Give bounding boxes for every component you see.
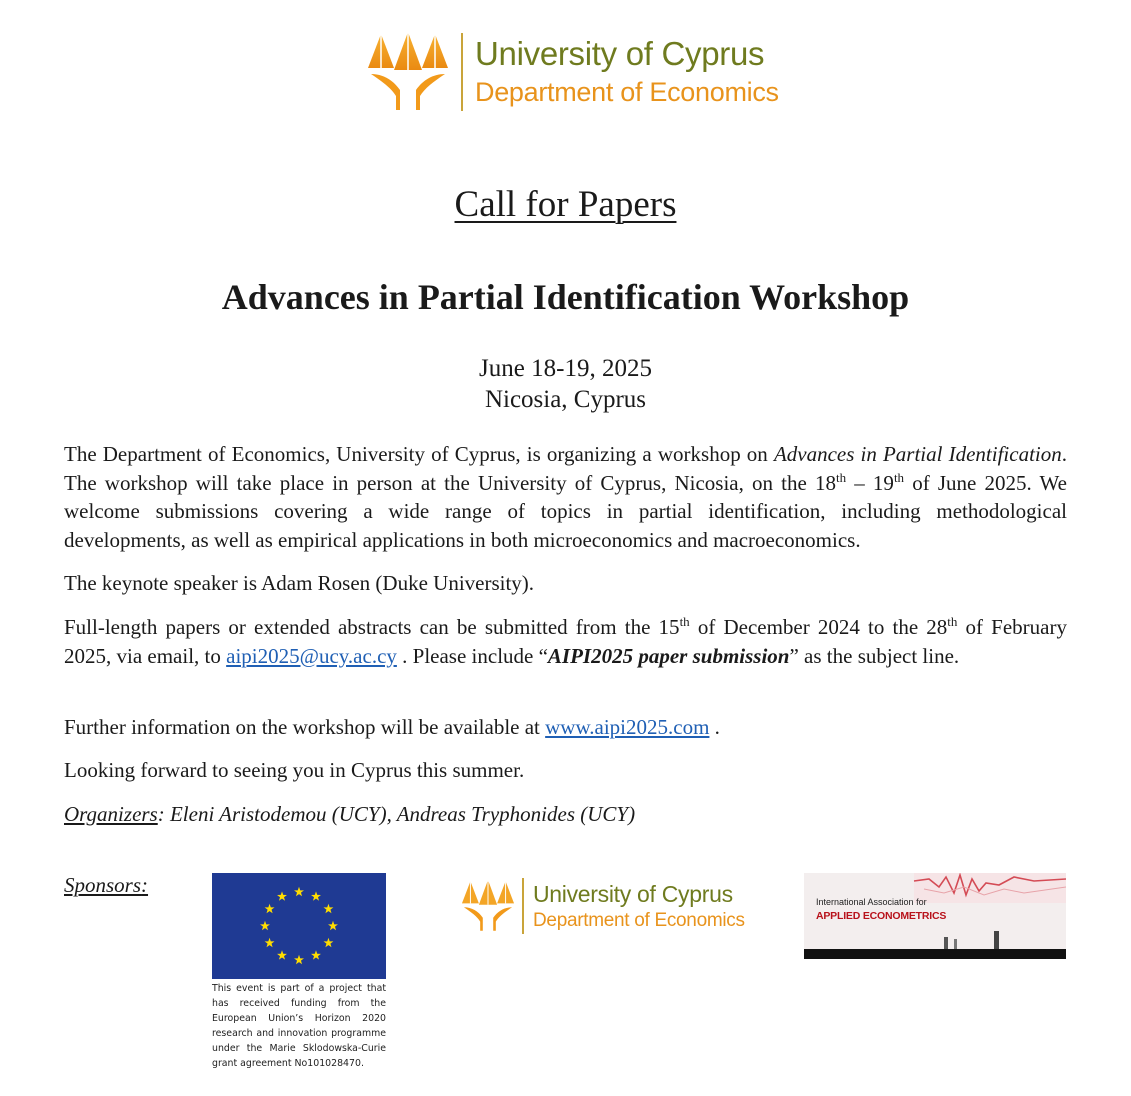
eu-star <box>324 938 334 947</box>
eu-star <box>265 938 275 947</box>
sponsor-department-name: Department of Economics <box>533 909 745 931</box>
eu-star <box>294 955 304 964</box>
closing-paragraph: Looking forward to seeing you in Cyprus this summer. <box>64 758 525 782</box>
eu-star <box>277 891 287 900</box>
email-link[interactable]: aipi2025@ucy.ac.cy <box>226 643 397 668</box>
eu-funding-caption: This event is part of a project that has received funding from the European Union’s Horizon 2020 research and innovation programme under the Marie Sklodowska-Curie grant agreement No101028470. <box>212 983 386 1069</box>
keynote-paragraph: The keynote speaker is Adam Rosen (Duke University). <box>64 571 535 595</box>
tree-logo-icon <box>460 877 516 935</box>
sponsor-university-name: University of Cyprus <box>533 880 733 907</box>
eu-flag <box>212 873 386 979</box>
department-name: Department of Economics <box>475 77 779 107</box>
organizers-label: Organizers <box>64 802 158 826</box>
call-for-papers-heading: Call for Papers <box>454 184 677 225</box>
eu-star <box>328 921 338 930</box>
iaae-line2: APPLIED ECONOMETRICS <box>816 910 947 922</box>
eu-star <box>277 950 287 959</box>
event-location: Nicosia, Cyprus <box>484 386 647 413</box>
eu-star <box>294 887 304 896</box>
eu-star <box>260 921 270 930</box>
eu-star <box>265 904 275 913</box>
tree-logo-icon <box>365 30 451 114</box>
eu-star <box>324 904 334 913</box>
organizers-paragraph: Organizers: Eleni Aristodemou (UCY), Andreas Tryphonides (UCY) <box>64 802 636 826</box>
iaae-logo <box>804 873 1066 959</box>
sponsors-label: Sponsors: <box>64 873 149 897</box>
sponsor-university-logo <box>460 877 745 935</box>
university-name: University of Cyprus <box>475 35 765 72</box>
event-info <box>0 353 1131 415</box>
website-link[interactable]: www.aipi2025.com <box>545 715 710 739</box>
eu-stars-icon <box>212 873 386 979</box>
intro-paragraph: The Department of Economics, University of Cyprus, is organizing a workshop on Advances in Partial Identification. The workshop will take place in person at the University of Cyprus, Nicosia, on the 18th – 19th of June 2025. We welcome submissions covering a wide range of topics in partial identification, including methodological developments, as well as empirical applications in both microeconomics and macroeconomics. <box>64 442 1067 552</box>
iaae-line1: International Association for <box>816 897 927 907</box>
workshop-title: Advances in Partial Identification Workshop <box>221 277 910 317</box>
event-dates: June 18-19, 2025 <box>479 355 652 382</box>
university-logo <box>365 30 779 114</box>
eu-star <box>311 950 321 959</box>
eu-star <box>311 891 321 900</box>
further-info-paragraph: Further information on the workshop will be available at www.aipi2025.com . <box>64 715 720 739</box>
submission-paragraph: Full-length papers or extended abstracts can be submitted from the 15th of December 2024 to the 28th of February 2025, via email, to aipi2025@ucy.ac.cy . Please include “AIPI2025 paper submission” as the subject line. <box>64 614 1067 668</box>
